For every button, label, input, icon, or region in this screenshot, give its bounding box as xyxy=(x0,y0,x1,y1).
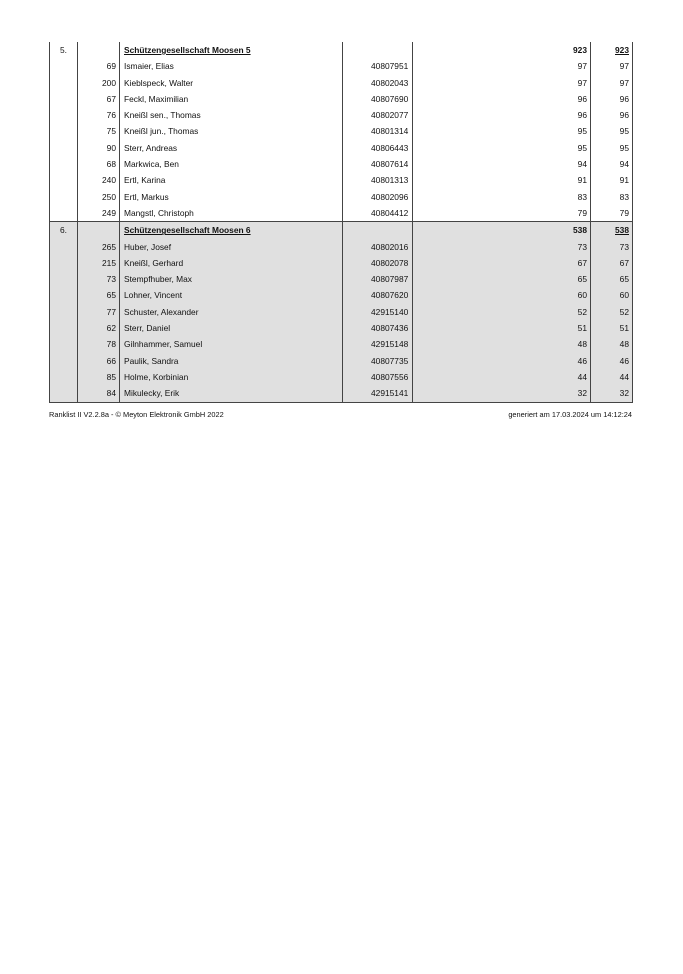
team-empty-cell xyxy=(78,42,120,58)
shooter-result: 95 xyxy=(413,123,591,139)
place-empty-cell xyxy=(50,156,78,172)
shooter-result: 83 xyxy=(413,189,591,205)
shooter-total: 32 xyxy=(591,385,633,402)
start-number: 200 xyxy=(78,75,120,91)
pass-number: 40807951 xyxy=(343,58,413,74)
shooter-result: 79 xyxy=(413,205,591,222)
shooter-row xyxy=(50,353,633,369)
shooter-name: Kneißl jun., Thomas xyxy=(120,123,343,139)
shooter-row xyxy=(50,189,633,205)
place-empty-cell xyxy=(50,304,78,320)
shooter-name: Holme, Korbinian xyxy=(120,369,343,385)
team-name: Schützengesellschaft Moosen 5 xyxy=(120,42,343,58)
shooter-result: 60 xyxy=(413,287,591,303)
shooter-name: Mikulecky, Erik xyxy=(120,385,343,402)
start-number: 65 xyxy=(78,287,120,303)
pass-number: 40802078 xyxy=(343,255,413,271)
shooter-total: 97 xyxy=(591,75,633,91)
shooter-row xyxy=(50,205,633,222)
start-number: 78 xyxy=(78,336,120,352)
team-empty-cell xyxy=(78,222,120,239)
pass-number: 40807556 xyxy=(343,369,413,385)
shooter-total: 95 xyxy=(591,140,633,156)
place-empty-cell xyxy=(50,75,78,91)
shooter-total: 73 xyxy=(591,239,633,255)
shooter-result: 96 xyxy=(413,107,591,123)
start-number: 240 xyxy=(78,172,120,188)
shooter-name: Sterr, Andreas xyxy=(120,140,343,156)
shooter-total: 95 xyxy=(591,123,633,139)
shooter-name: Markwica, Ben xyxy=(120,156,343,172)
shooter-row xyxy=(50,75,633,91)
pass-number: 42915141 xyxy=(343,385,413,402)
start-number: 250 xyxy=(78,189,120,205)
shooter-name: Kieblspeck, Walter xyxy=(120,75,343,91)
shooter-row xyxy=(50,320,633,336)
team-row xyxy=(50,222,633,239)
pass-number: 40807987 xyxy=(343,271,413,287)
place-empty-cell xyxy=(50,239,78,255)
shooter-name: Schuster, Alexander xyxy=(120,304,343,320)
shooter-total: 52 xyxy=(591,304,633,320)
shooter-name: Paulik, Sandra xyxy=(120,353,343,369)
shooter-row xyxy=(50,271,633,287)
start-number: 77 xyxy=(78,304,120,320)
team-row xyxy=(50,42,633,58)
shooter-row xyxy=(50,287,633,303)
shooter-result: 73 xyxy=(413,239,591,255)
place-empty-cell xyxy=(50,189,78,205)
shooter-name: Ertl, Karina xyxy=(120,172,343,188)
place-empty-cell xyxy=(50,172,78,188)
start-number: 75 xyxy=(78,123,120,139)
pass-number: 40807436 xyxy=(343,320,413,336)
shooter-result: 32 xyxy=(413,385,591,402)
start-number: 90 xyxy=(78,140,120,156)
shooter-total: 96 xyxy=(591,91,633,107)
shooter-result: 46 xyxy=(413,353,591,369)
place-empty-cell xyxy=(50,353,78,369)
ranking-table-body xyxy=(50,42,633,402)
pass-number: 40807614 xyxy=(343,156,413,172)
shooter-result: 65 xyxy=(413,271,591,287)
shooter-total: 79 xyxy=(591,205,633,222)
start-number: 84 xyxy=(78,385,120,402)
pass-number: 40801313 xyxy=(343,172,413,188)
shooter-result: 51 xyxy=(413,320,591,336)
shooter-total: 94 xyxy=(591,156,633,172)
shooter-name: Kneißl sen., Thomas xyxy=(120,107,343,123)
shooter-total: 65 xyxy=(591,271,633,287)
place-empty-cell xyxy=(50,91,78,107)
shooter-result: 95 xyxy=(413,140,591,156)
start-number: 215 xyxy=(78,255,120,271)
pass-number: 40804412 xyxy=(343,205,413,222)
shooter-result: 48 xyxy=(413,336,591,352)
start-number: 62 xyxy=(78,320,120,336)
shooter-total: 67 xyxy=(591,255,633,271)
pass-number: 42915148 xyxy=(343,336,413,352)
shooter-row xyxy=(50,239,633,255)
place-empty-cell xyxy=(50,369,78,385)
shooter-row xyxy=(50,172,633,188)
place-empty-cell xyxy=(50,320,78,336)
team-total: 538 xyxy=(591,222,633,239)
shooter-row xyxy=(50,255,633,271)
shooter-total: 60 xyxy=(591,287,633,303)
shooter-total: 83 xyxy=(591,189,633,205)
place-empty-cell xyxy=(50,107,78,123)
shooter-total: 48 xyxy=(591,336,633,352)
shooter-name: Lohner, Vincent xyxy=(120,287,343,303)
place-empty-cell xyxy=(50,385,78,402)
pass-number: 40802016 xyxy=(343,239,413,255)
team-result: 538 xyxy=(413,222,591,239)
shooter-result: 67 xyxy=(413,255,591,271)
pass-number: 40807620 xyxy=(343,287,413,303)
start-number: 265 xyxy=(78,239,120,255)
shooter-result: 97 xyxy=(413,75,591,91)
shooter-name: Gilnhammer, Samuel xyxy=(120,336,343,352)
start-number: 76 xyxy=(78,107,120,123)
pass-number: 40802077 xyxy=(343,107,413,123)
shooter-row xyxy=(50,123,633,139)
start-number: 66 xyxy=(78,353,120,369)
team-total: 923 xyxy=(591,42,633,58)
shooter-name: Feckl, Maximilian xyxy=(120,91,343,107)
pass-number: 40802096 xyxy=(343,189,413,205)
shooter-name: Mangstl, Christoph xyxy=(120,205,343,222)
shooter-result: 96 xyxy=(413,91,591,107)
place-empty-cell xyxy=(50,287,78,303)
team-name: Schützengesellschaft Moosen 6 xyxy=(120,222,343,239)
place-empty-cell xyxy=(50,336,78,352)
start-number: 73 xyxy=(78,271,120,287)
shooter-total: 96 xyxy=(591,107,633,123)
team-empty-cell xyxy=(343,42,413,58)
start-number: 67 xyxy=(78,91,120,107)
shooter-result: 44 xyxy=(413,369,591,385)
place-empty-cell xyxy=(50,58,78,74)
shooter-result: 97 xyxy=(413,58,591,74)
shooter-total: 51 xyxy=(591,320,633,336)
start-number: 85 xyxy=(78,369,120,385)
pass-number: 40807735 xyxy=(343,353,413,369)
footer-generated-timestamp: generiert am 17.03.2024 um 14:12:24 xyxy=(508,410,632,419)
pass-number: 42915140 xyxy=(343,304,413,320)
pass-number: 40806443 xyxy=(343,140,413,156)
pass-number: 40802043 xyxy=(343,75,413,91)
shooter-row xyxy=(50,369,633,385)
team-empty-cell xyxy=(343,222,413,239)
shooter-result: 94 xyxy=(413,156,591,172)
shooter-name: Ertl, Markus xyxy=(120,189,343,205)
shooter-row xyxy=(50,140,633,156)
start-number: 68 xyxy=(78,156,120,172)
shooter-total: 91 xyxy=(591,172,633,188)
team-place: 5. xyxy=(50,42,78,58)
shooter-row xyxy=(50,107,633,123)
place-empty-cell xyxy=(50,140,78,156)
shooter-row xyxy=(50,304,633,320)
shooter-row xyxy=(50,336,633,352)
start-number: 69 xyxy=(78,58,120,74)
shooter-row xyxy=(50,385,633,402)
shooter-name: Ismaier, Elias xyxy=(120,58,343,74)
start-number: 249 xyxy=(78,205,120,222)
shooter-result: 91 xyxy=(413,172,591,188)
shooter-name: Sterr, Daniel xyxy=(120,320,343,336)
place-empty-cell xyxy=(50,271,78,287)
shooter-row xyxy=(50,58,633,74)
footer-copyright: Ranklist II V2.2.8a - © Meyton Elektronik GmbH 2022 xyxy=(49,410,224,419)
shooter-name: Huber, Josef xyxy=(120,239,343,255)
pass-number: 40801314 xyxy=(343,123,413,139)
shooter-name: Kneißl, Gerhard xyxy=(120,255,343,271)
pass-number: 40807690 xyxy=(343,91,413,107)
ranking-table xyxy=(49,42,633,403)
shooter-total: 44 xyxy=(591,369,633,385)
shooter-name: Stempfhuber, Max xyxy=(120,271,343,287)
shooter-result: 52 xyxy=(413,304,591,320)
place-empty-cell xyxy=(50,123,78,139)
place-empty-cell xyxy=(50,255,78,271)
shooter-row xyxy=(50,156,633,172)
shooter-total: 46 xyxy=(591,353,633,369)
place-empty-cell xyxy=(50,205,78,222)
team-result: 923 xyxy=(413,42,591,58)
shooter-total: 97 xyxy=(591,58,633,74)
shooter-row xyxy=(50,91,633,107)
team-place: 6. xyxy=(50,222,78,239)
